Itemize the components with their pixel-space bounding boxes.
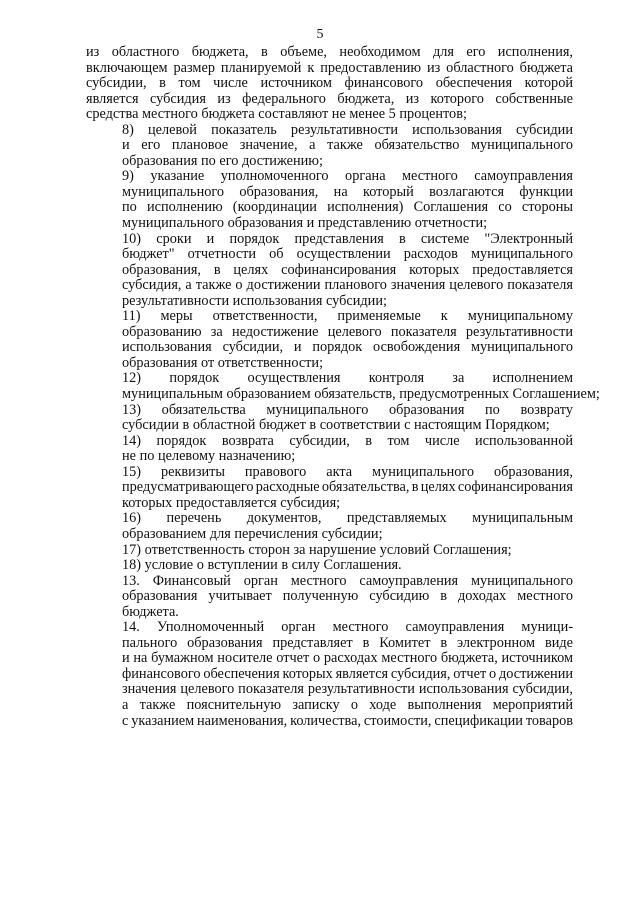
paragraph-item-8: [86, 123, 573, 170]
paragraph-section-13: [86, 574, 573, 621]
paragraph-section-14: [86, 620, 573, 729]
text-line: 10) сроки и порядок представления в системе "Электронный: [122, 230, 573, 247]
text-line: которых предоставляется субсидия;: [122, 494, 341, 511]
text-line: 13) обязательства муниципального образования по возврату: [122, 401, 573, 418]
paragraph-item-11: [86, 309, 573, 371]
text-line: результативности использования субсидии;: [122, 292, 387, 309]
text-line: включающем размер планируемой к предоставлению из областного бюджета: [86, 59, 573, 76]
text-line: муниципальным образованием обязательств, предусмотренных Соглашением;: [122, 386, 600, 403]
text-line: 17) ответственность сторон за нарушение условий Соглашения;: [122, 541, 512, 558]
text-line: 16) перечень документов, представляемых муниципальным: [122, 510, 573, 527]
page-number: 5: [316, 27, 324, 42]
text-line: образования учитывает полученную субсидию в доходах местного: [122, 588, 574, 605]
paragraph-item-12: [86, 370, 600, 403]
text-line: средства местного бюджета составляют не менее 5 процентов;: [86, 106, 467, 123]
paragraph-item-14: [86, 434, 573, 465]
text-line: образованием для перечисления субсидии;: [122, 525, 383, 542]
text-line: образования от ответственности;: [122, 354, 324, 371]
text-line: 8) целевой показатель результативности использования субсидии: [122, 121, 573, 138]
text-line: а также пояснительную записку о ходе выполнения мероприятий: [122, 696, 573, 713]
text-line: субсидии в областной бюджет в соответствии с настоящим Порядком;: [122, 417, 550, 434]
text-line: 12) порядок осуществления контроля за исполнением: [122, 370, 573, 387]
text-line: бюджет" отчетности об осуществлении расходов муниципального: [122, 246, 573, 263]
paragraph-item-10: [86, 232, 573, 310]
text-line: предусматривающего расходные обязательства, в целях софинансирования: [122, 479, 573, 496]
paragraph-item-17: [86, 543, 573, 559]
paragraph-item-16: [86, 511, 573, 542]
text-line: с указанием наименования, количества, стоимости, спецификации товаров: [122, 712, 573, 729]
text-line: образования по его достижению;: [122, 152, 323, 169]
text-line: 15) реквизиты правового акта муниципального образования,: [122, 463, 573, 480]
document-body: [86, 44, 600, 729]
text-line: бюджета.: [122, 603, 179, 620]
text-line: субсидия, а также о достижении планового значения целевого показателя: [122, 277, 573, 294]
text-line: 18) условие о вступлении в силу Соглашения.: [122, 557, 402, 574]
text-line: не по целевому назначению;: [122, 448, 296, 465]
text-line: пального образования представляет в Комитет в электронном виде: [122, 634, 574, 651]
text-line: и его плановое значение, а также обязательство муниципального: [122, 137, 574, 154]
text-line: 14. Уполномоченный орган местного самоуправления муници-: [122, 619, 573, 636]
text-line: по исполнению (координации исполнения) Соглашения со стороны: [122, 199, 574, 216]
text-line: образования, в целях софинансирования которых предоставляется: [122, 261, 574, 278]
text-line: использования субсидии, и порядок освобождения муниципального: [122, 339, 573, 356]
paragraph-item-9: [86, 169, 573, 231]
text-line: 11) меры ответственности, применяемые к муниципальному: [122, 308, 573, 325]
text-line: образованию за недостижение целевого показателя результативности: [122, 323, 573, 340]
text-line: значения целевого показателя результативности использования субсидии,: [122, 681, 573, 698]
text-line: финансового обеспечения которых является субсидия, отчет о достижении: [122, 665, 573, 682]
paragraph-p-cont: [86, 45, 573, 123]
text-line: муниципального образования и представлению отчетности;: [122, 215, 488, 232]
text-line: является субсидия из федерального бюджета, из которого собственные: [86, 90, 573, 107]
text-line: субсидии, в том числе источником финансового обеспечения которой: [86, 75, 573, 92]
text-line: 9) указание уполномоченного органа местного самоуправления: [122, 168, 573, 185]
paragraph-item-18: [86, 558, 573, 574]
text-line: 13. Финансовый орган местного самоуправления муниципального: [122, 572, 573, 589]
text-line: и на бумажном носителе отчет о расходах местного бюджета, источником: [122, 650, 573, 667]
paragraph-item-13: [86, 403, 573, 434]
text-line: из областного бюджета, в объеме, необходимом для его исполнения,: [86, 44, 573, 60]
text-line: 14) порядок возврата субсидии, в том числе использованной: [122, 432, 573, 449]
paragraph-item-15: [86, 465, 573, 512]
text-line: муниципального образования, на который возлагаются функции: [122, 183, 574, 200]
